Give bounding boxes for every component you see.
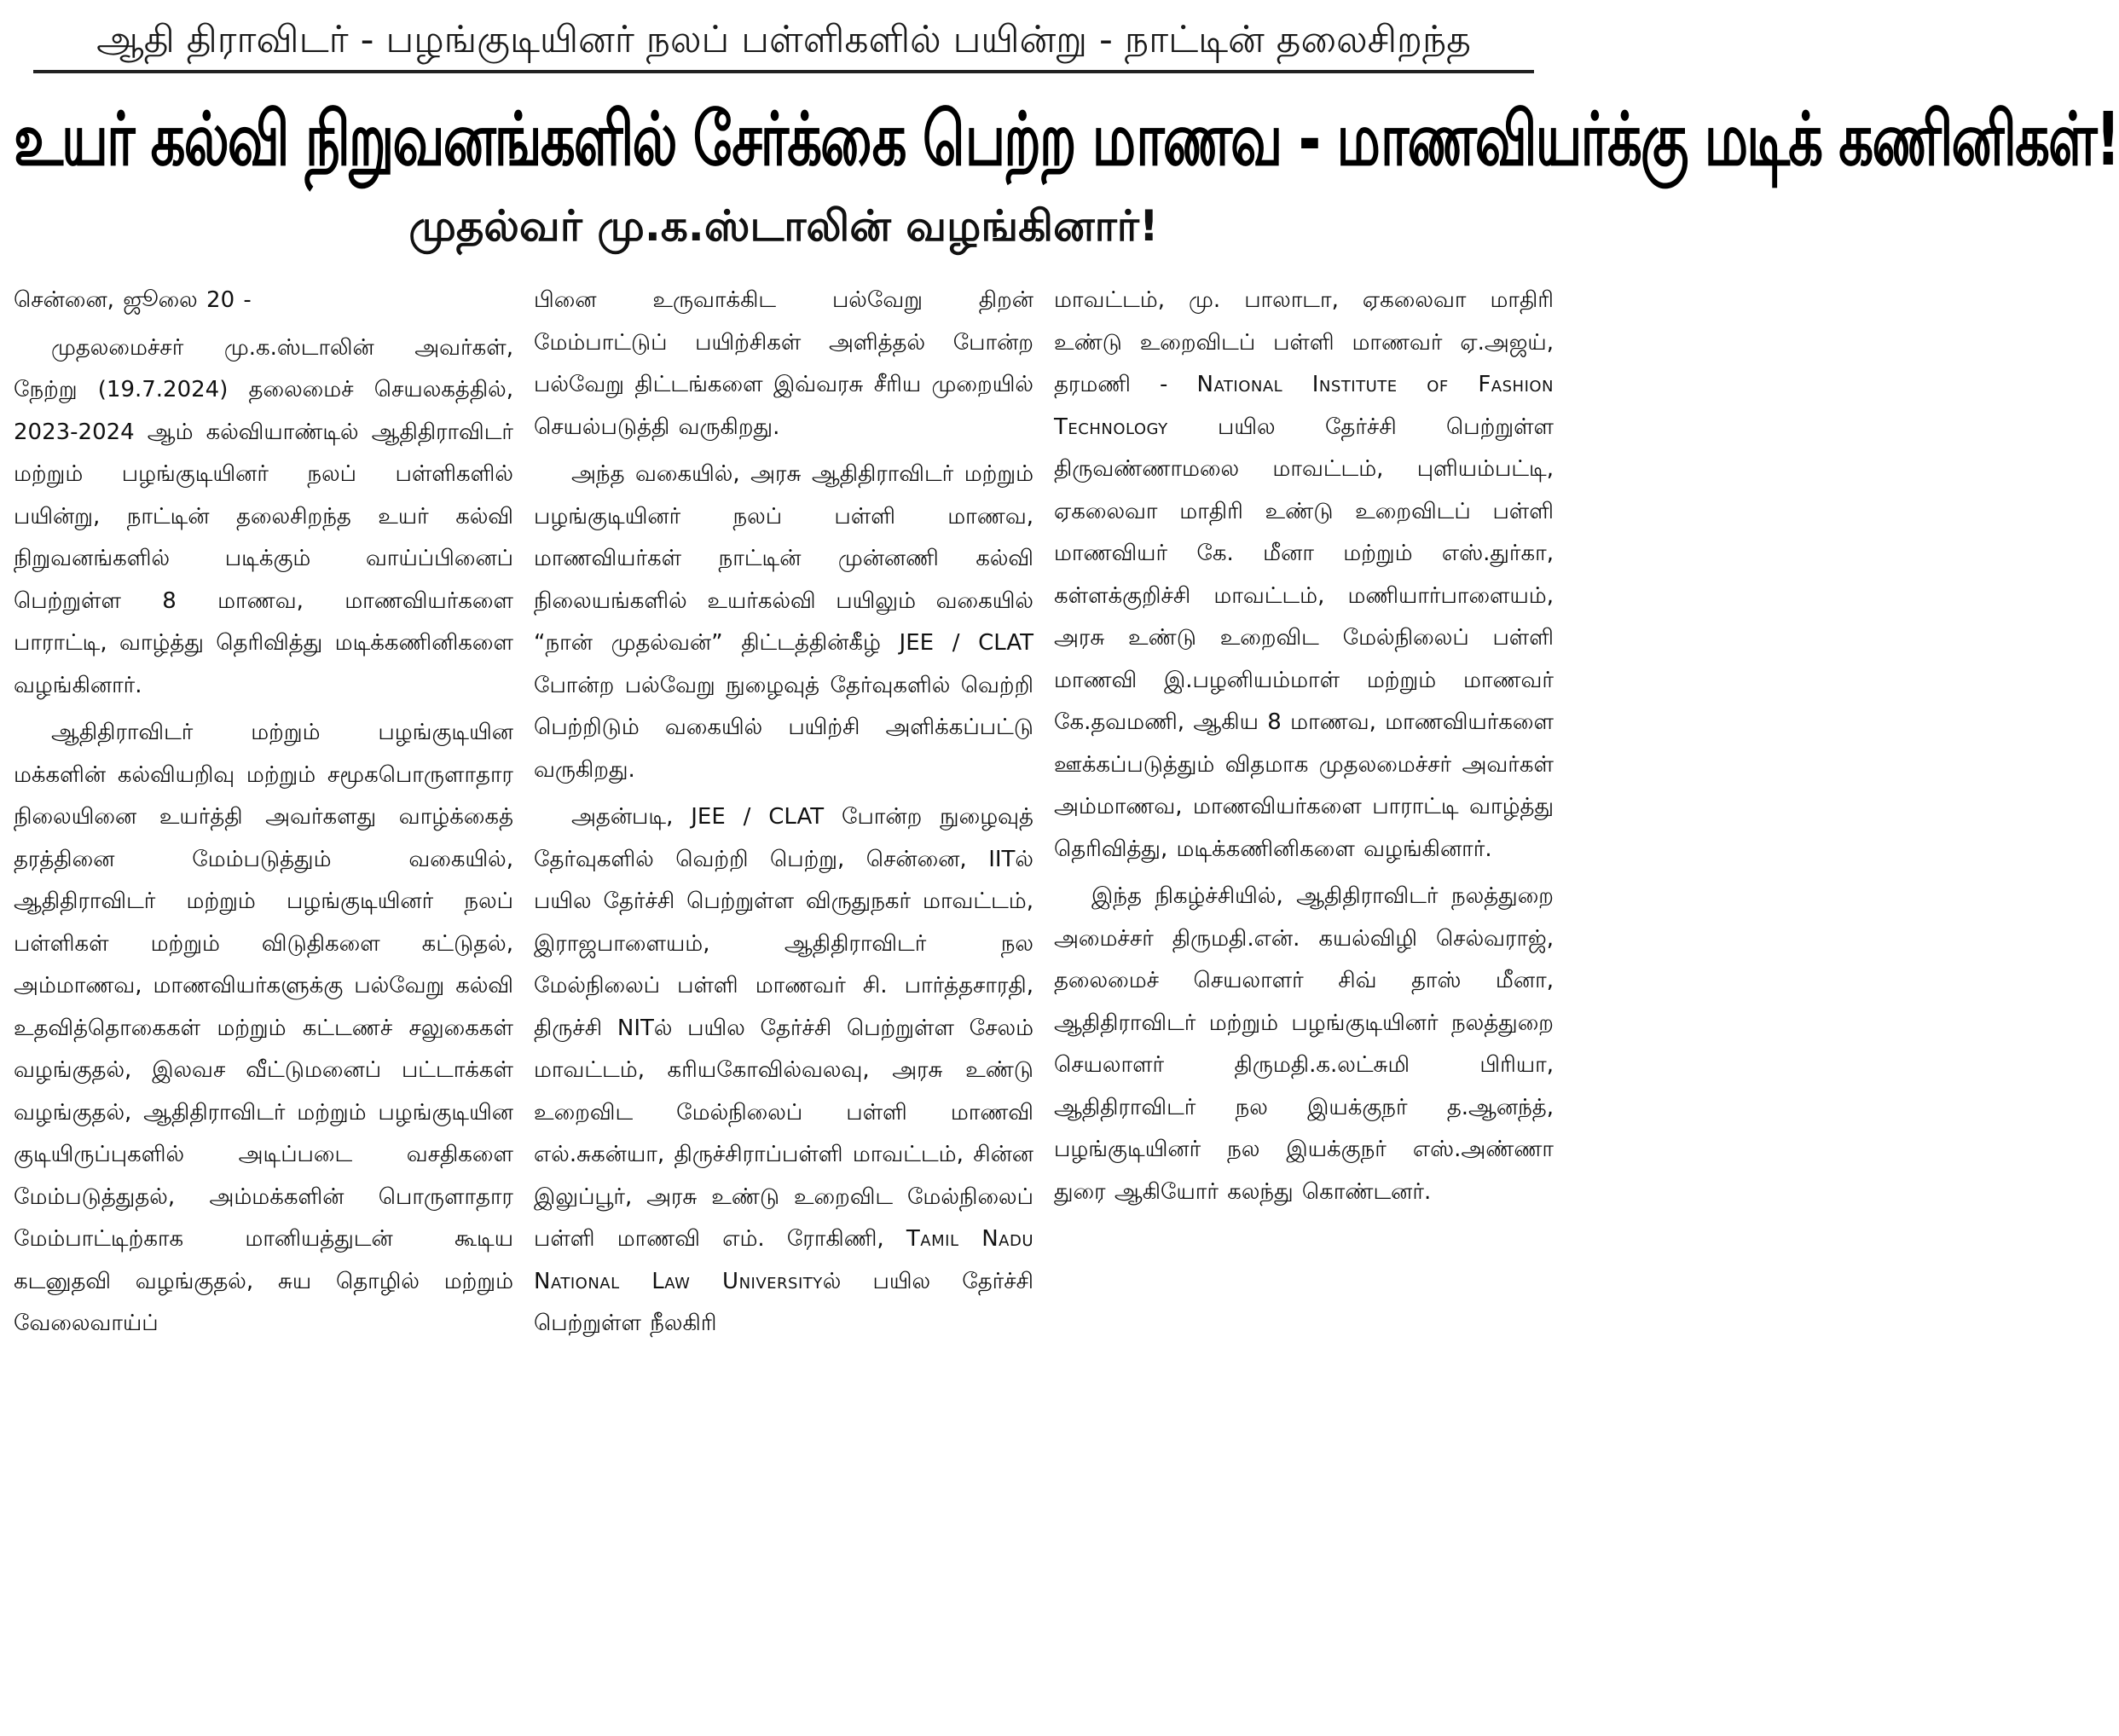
dateline: சென்னை, ஜூலை 20 - (14, 287, 252, 313)
paragraph: முதலமைச்சர் மு.க.ஸ்டாலின் அவர்கள், நேற்று (19.7.2024) தலைமைச் செயலகத்தில், 2023-2024 ஆம் கல்வியாண்டில் ஆதிதிராவிடர் மற்றும் பழங்குடியினர் நலப் பள்ளிகளில் பயின்று, நாட்டின் தலைசிறந்த உயர் கல்வி நிறுவனங்களில் படிக்கும் வாய்ப்பினைப் பெற்றுள்ள 8 மாணவ, மாணவியர்களை பாராட்டி, வாழ்த்து தெரிவித்து மடிக்கணினிகளை வழங்கினார். (14, 334, 513, 698)
paragraph (1054, 280, 1554, 871)
paragraph-text: பயில தேர்ச்சி பெற்றுள்ள திருவண்ணாமலை மாவட்டம், புளியம்பட்டி, ஏகலைவா மாதிரி உண்டு உறைவிடப் பள்ளி மாணவியர் கே. மீனா மற்றும் எஸ்.துர்கா, கள்ளக்குறிச்சி மாவட்டம், மணியார்பாளையம், அரசு உண்டு உறைவிட மேல்நிலைப் பள்ளி மாணவி இ.பழனியம்மாள் மற்றும் மாணவர் கே.தவமணி, ஆகிய 8 மாணவ, மாணவியர்களை ஊக்கப்படுத்தும் விதமாக முதலமைச்சர் அவர்கள் அம்மாணவ, மாணவியர்களை பாராட்டி வாழ்த்து தெரிவித்து, மடிக்கணினிகளை வழங்கினார். (1054, 414, 1554, 862)
column-1 (14, 280, 513, 1351)
paragraph (534, 796, 1033, 1345)
subheadline: முதல்வர் மு.க.ஸ்டாலின் வழங்கினார்! (408, 201, 1159, 251)
paragraph: பினை உருவாக்கிட பல்வேறு திறன் மேம்பாட்டுப் பயிற்சிகள் அளித்தல் போன்ற பல்வேறு திட்டங்களை இவ்வரசு சீரிய முறையில் செயல்படுத்தி வருகிறது. (534, 287, 1033, 440)
paragraph-text: ல் பயில தேர்ச்சி பெற்றுள்ள நீலகிரி (534, 1268, 1033, 1336)
paragraph: இந்த நிகழ்ச்சியில், ஆதிதிராவிடர் நலத்துறை அமைச்சர் திருமதி.என். கயல்விழி செல்வராஜ், தலைமைச் செயலாளர் சிவ் தாஸ் மீனா, ஆதிதிராவிடர் மற்றும் பழங்குடியினர் நலத்துறை செயலாளர் திருமதி.க.லட்சுமி பிரியா, ஆதிதிராவிடர் நல இயக்குநர் த.ஆனந்த், பழங்குடியினர் நல இயக்குநர் எஸ்.அண்ணா துரை ஆகியோர் கலந்து கொண்டனர். (1054, 883, 1554, 1205)
paragraph: ஆதிதிராவிடர் மற்றும் பழங்குடியின மக்களின் கல்வியறிவு மற்றும் சமூகபொருளாதார நிலையினை உயர்த்தி அவர்களது வாழ்க்கைத் தரத்தினை மேம்படுத்தும் வகையில், ஆதிதிராவிடர் மற்றும் பழங்குடியினர் நலப் பள்ளிகள் மற்றும் விடுதிகளை கட்டுதல், அம்மாணவ, மாணவியர்களுக்கு பல்வேறு கல்வி உதவித்தொகைகள் மற்றும் கட்டணச் சலுகைகள் வழங்குதல், இலவச வீட்டுமனைப் பட்டாக்கள் வழங்குதல், ஆதிதிராவிடர் மற்றும் பழங்குடியின குடியிருப்புகளில் அடிப்படை வசதிகளை மேம்படுத்துதல், அம்மக்களின் பொருளாதார மேம்பாட்டிற்காக மானியத்துடன் கூடிய கடனுதவி வழங்குதல், சுய தொழில் மற்றும் வேலைவாய்ப் (14, 720, 513, 1336)
kicker-line: ஆதி திராவிடர் - பழங்குடியினர் நலப் பள்ளிகளில் பயின்று - நாட்டின் தலைசிறந்த (96, 18, 1471, 61)
newspaper-clipping (0, 15, 2119, 1736)
article-body (14, 280, 1554, 1351)
kicker-underline (33, 70, 1534, 73)
column-2 (534, 280, 1033, 1351)
institute-name: National Institute of Fashion Technology (1054, 372, 1555, 440)
institute-name: Tamil Nadu National Law University (534, 1226, 1034, 1294)
paragraph-text: மாவட்டம், மு. பாலாடா, ஏகலைவா மாதிரி உண்டு உறைவிடப் பள்ளி மாணவர் ஏ.அஜய், தரமணி - (1054, 287, 1554, 397)
paragraph: அந்த வகையில், அரசு ஆதிதிராவிடர் மற்றும் பழங்குடியினர் நலப் பள்ளி மாணவ, மாணவியர்கள் நாட்டின் முன்னணி கல்வி நிலையங்களில் உயர்கல்வி பயிலும் வகையில் “நான் முதல்வன்” திட்டத்தின்கீழ் JEE / CLAT போன்ற பல்வேறு நுழைவுத் தேர்வுகளில் வெற்றி பெற்றிடும் வகையில் பயிற்சி அளிக்கப்பட்டு வருகிறது. (534, 461, 1033, 783)
headline: உயர் கல்வி நிறுவனங்களில் சேர்க்கை பெற்ற மாணவ - மாணவியர்க்கு மடிக் கணினிகள்! (14, 97, 2119, 183)
paragraph-text: அதன்படி, JEE / CLAT போன்ற நுழைவுத் தேர்வுகளில் வெற்றி பெற்று, சென்னை, IITல் பயில தேர்ச்சி பெற்றுள்ள விருதுநகர் மாவட்டம், இராஜபாளையம், ஆதிதிராவிடர் நல மேல்நிலைப் பள்ளி மாணவர் சி. பார்த்தசாரதி, திருச்சி NITல் பயில தேர்ச்சி பெற்றுள்ள சேலம் மாவட்டம், கரியகோவில்வலவு, அரசு உண்டு உறைவிட மேல்நிலைப் பள்ளி மாணவி எல்.சுகன்யா, திருச்சிராப்பள்ளி மாவட்டம், சின்ன இலுப்பூர், அரசு உண்டு உறைவிட மேல்நிலைப் பள்ளி மாணவி எம். ரோகிணி, (534, 804, 1033, 1252)
column-3 (1054, 280, 1554, 1351)
